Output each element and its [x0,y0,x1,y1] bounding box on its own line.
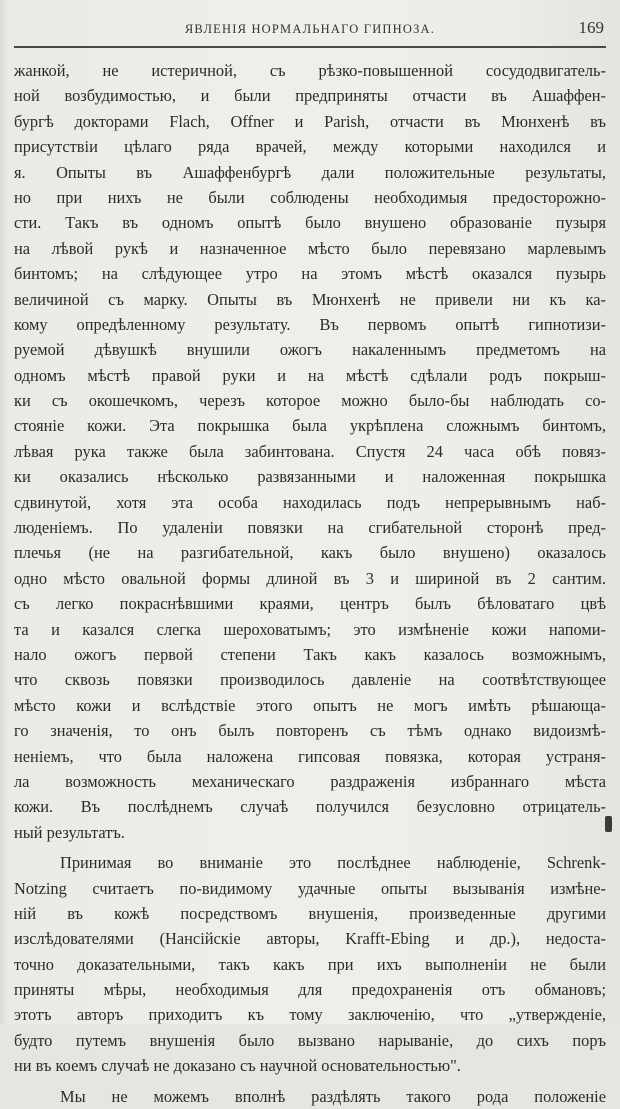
paragraph [14,850,606,1079]
text-line: изслѣдователями (Нансійскіе авторы, Krafft-Ebing и др.), недоста- [14,929,606,949]
text-line: ки оказались нѣсколько развязанными и наложенная покрышка [14,467,606,487]
text-line: одномъ мѣстѣ правой руки и на мѣстѣ сдѣлали родъ покрыш- [14,365,606,385]
text-line: сдвинутой, хотя эта особа находилась подъ непрерывнымъ наб- [14,492,606,512]
text-line: съ легко покраснѣвшими краями, центръ былъ бѣловатаго цвѣ [14,594,606,614]
text-line: ни въ коемъ случаѣ не доказано съ научной основательностью". [14,1056,461,1076]
text-line: присутствіи цѣлаго ряда врачей, между которыми находился и [14,137,606,157]
text-line: величиной съ марку. Опыты въ Мюнхенѣ не привели ни къ ка- [14,289,606,309]
text-line: плечья (не на разгибательной, какъ было внушено) оказалось [14,543,606,563]
header-rule [14,46,606,48]
text-line: я. Опыты въ Ашаффенбургѣ дали положительные результаты, [14,162,606,182]
text-line: стояніе кожи. Эта покрышка была укрѣплена сложнымъ бинтомъ, [14,416,606,436]
paragraph [14,1084,606,1109]
text-line: одно мѣсто овальной формы длиной въ 3 и шириной въ 2 сантим. [14,568,606,588]
ink-smudge [605,816,612,832]
text-line: лѣвая рука также была забинтована. Спустя 24 часа обѣ повяз- [14,441,606,461]
text-line: люденіемъ. По удаленіи повязки на сгибательной сторонѣ пред- [14,518,606,538]
text-line: ной возбудимостью, и были предприняты отчасти въ Ашаффен- [14,86,606,106]
text-line: этотъ авторъ приходитъ къ тому заключенію, что „утвержденіе, [14,1005,606,1025]
text-line: будто путемъ внушенія было вызвано нарываніе, до сихъ поръ [14,1030,606,1050]
text-line: ній въ кожѣ посредствомъ внушенія, произведенные другими [14,903,606,923]
text-line: нало ожогъ первой степени Такъ какъ казалось возможнымъ, [14,644,606,664]
page-number: 169 [578,18,604,37]
text-line: бинтомъ; на слѣдующее утро на этомъ мѣстѣ оказался пузырь [14,264,606,284]
text-line: приняты мѣры, необходимыя для предохраненія отъ обмановъ; [14,980,606,1000]
text-line: бургѣ докторами Flach, Offner и Parish, отчасти въ Мюнхенѣ въ [14,111,606,131]
paragraph [14,58,606,845]
text-line: но при нихъ не были соблюдены необходимыя предосторожно- [14,187,606,207]
text-line: Notzing считаетъ по-видимому удачные опыты вызыванія измѣне- [14,878,606,898]
text-line: неніемъ, что была наложена гипсовая повязка, которая устраня- [14,746,606,766]
text-line: ный результатъ. [14,822,125,842]
text-line: на лѣвой рукѣ и назначенное мѣсто было перевязано марлевымъ [14,238,606,258]
text-line: жанкой, не истеричной, съ рѣзко-повышенной сосудодвигатель- [14,61,606,80]
text-line: Принимая во вниманіе это послѣднее наблюденіе, Schrenk- [60,853,606,873]
text-line: мѣсто кожи и вслѣдствіе этого опытъ не могъ имѣть рѣшающа- [14,695,606,715]
body-text [14,58,606,1109]
running-title: ЯВЛЕНІЯ НОРМАЛЬНАГО ГИПНОЗА. [184,22,436,36]
page-header [14,18,606,42]
text-line: сти. Такъ въ одномъ опытѣ было внушено образованіе пузыря [14,213,606,233]
text-line: руемой дѣвушкѣ внушили ожогъ накаленнымъ предметомъ на [14,340,606,360]
text-line: ла возможность механическаго раздраженія избраннаго мѣста [14,771,606,791]
text-line: кожи. Въ послѣднемъ случаѣ получился безусловно отрицатель- [14,797,606,817]
text-line: кому опредѣленному результату. Въ первомъ опытѣ гипнотизи- [14,314,606,334]
text-line: та и казался слегка шероховатымъ; это измѣненіе кожи напоми- [14,619,606,639]
text-line: ки съ окошечкомъ, черезъ которое можно было-бы наблюдать со- [14,391,606,411]
text-line: го значенія, то онъ былъ повторенъ съ тѣмъ однако видоизмѣ- [14,721,606,741]
text-line: Мы не можемъ вполнѣ раздѣлять такого рода положеніе [60,1086,606,1106]
text-line: что сквозь повязки производилось давленіе на соотвѣтствующее [14,670,606,690]
text-line: точно доказательными, такъ какъ при ихъ выполненіи не были [14,954,606,974]
